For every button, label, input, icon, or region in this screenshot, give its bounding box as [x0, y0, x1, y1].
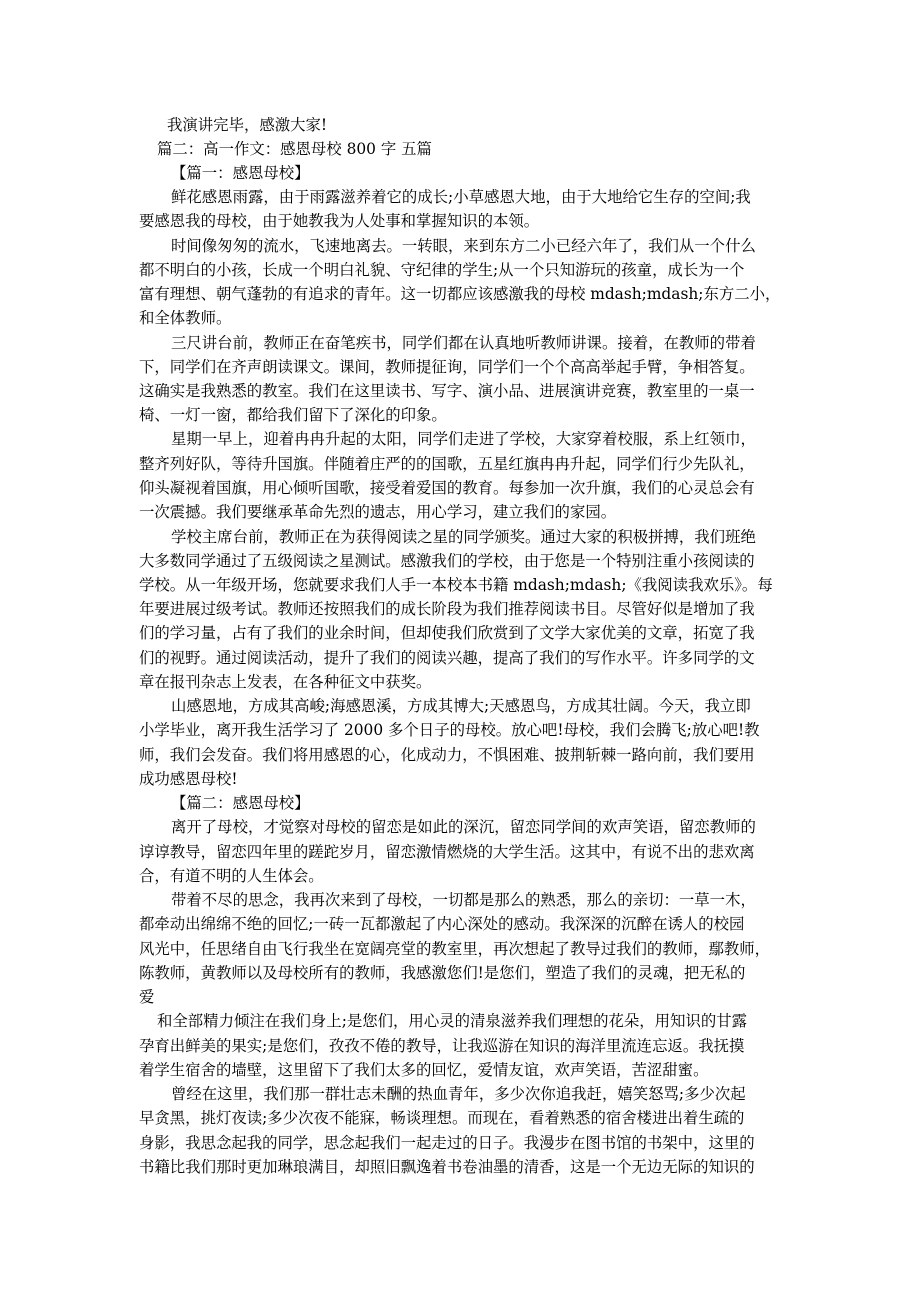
text-line: 都牵动出绵绵不绝的回忆;一砖一瓦都激起了内心深处的感动。我深深的沉醉在诱人的校园	[139, 915, 745, 933]
section-heading: 【篇一：感恩母校】	[171, 164, 310, 182]
text-line: 谆谆教导，留恋四年里的蹉跎岁月，留恋激情燃烧的大学生活。这其中，有说不出的悲欢离	[139, 843, 755, 861]
section-heading: 【篇二：感恩母校】	[171, 794, 310, 812]
text-line: 大多数同学通过了五级阅读之星测试。感激我们的学校，由于您是一个特别注重小孩阅读的	[139, 552, 755, 570]
text-line: 离开了母校，才觉察对母校的留恋是如此的深沉，留恋同学间的欢声笑语，留恋教师的	[171, 818, 756, 836]
text-line: 这确实是我熟悉的教室。我们在这里读书、写字、演小品、进展演讲竞赛，教室里的一桌一	[139, 382, 755, 400]
text-line: 下，同学们在齐声朗读课文。课间，教师提征询，同学们一个个高高举起手臂，争相答复。	[139, 358, 755, 376]
text-line: 章在报刊杂志上发表，在各种征文中获奖。	[139, 673, 432, 691]
closing-line: 我演讲完毕，感激大家!	[167, 116, 328, 134]
text-line: 陈教师，黄教师以及母校所有的教师，我感激您们!是您们，塑造了我们的灵魂，把无私的	[139, 964, 746, 982]
text-line: 学校。从一年级开场，您就要求我们人手一本校本书籍 mdash;mdash;《我阅读我欢乐》。每	[139, 576, 773, 594]
text-line: 仰头凝视着国旗，用心倾听国歌，接受着爱国的教育。每参加一次升旗，我们的心灵总会有	[139, 479, 755, 497]
article-title: 篇二：高一作文：感恩母校 800 字 五篇	[157, 140, 432, 158]
text-line: 和全部精力倾注在我们身上;是您们，用心灵的清泉滋养我们理想的花朵，用知识的甘露	[157, 1012, 748, 1030]
text-line: 富有理想、朝气蓬勃的有追求的青年。这一切都应该感激我的母校 mdash;mdash;东方二小，	[139, 285, 781, 303]
text-line: 风光中，任思绪自由飞行我坐在宽阔亮堂的教室里，再次想起了教导过我们的教师，鄢教师，	[139, 940, 771, 958]
text-line: 椅、一灯一窗，都给我们留下了深化的印象。	[139, 406, 447, 424]
text-line: 山感恩地，方成其高峻;海感恩溪，方成其博大;天感恩鸟，方成其壮阔。今天，我立即	[171, 697, 751, 715]
text-line: 整齐列好队，等待升国旗。伴随着庄严的的国歌，五星红旗冉冉升起，同学们行少先队礼，	[139, 455, 755, 473]
text-line: 师，我们会发奋。我们将用感恩的心，化成动力，不惧困难、披荆斩棘一路向前，我们要用	[139, 746, 755, 764]
text-line: 合，有道不明的人生体会。	[139, 867, 324, 885]
text-line: 早贪黑，挑灯夜读;多少次夜不能寐，畅谈理想。而现在，看着熟悉的宿舍楼进出着生疏的	[139, 1109, 745, 1127]
text-line: 着学生宿舍的墙壁，这里留下了我们太多的回忆，爱情友谊，欢声笑语，苦涩甜蜜。	[139, 1061, 709, 1079]
text-line: 年要进展过级考试。教师还按照我们的成长阶段为我们推荐阅读书目。尽管好似是增加了我	[139, 600, 755, 618]
text-line: 书籍比我们那时更加琳琅满目，却照旧飘逸着书卷油墨的清香，这是一个无边无际的知识的	[139, 1158, 755, 1176]
text-line: 曾经在这里，我们那一群壮志未酬的热血青年，多少次你追我赶，嬉笑怒骂;多少次起	[171, 1085, 746, 1103]
text-line: 爱	[139, 988, 155, 1006]
text-line: 成功感恩母校!	[139, 770, 238, 788]
text-line: 学校主席台前，教师正在为获得阅读之星的同学颁奖。通过大家的积极拼搏，我们班绝	[171, 528, 756, 546]
text-line: 们的视野。通过阅读活动，提升了我们的阅读兴趣，提高了我们的写作水平。许多同学的文	[139, 649, 755, 667]
text-line: 小学毕业，离开我生活学习了 2000 多个日子的母校。放心吧!母校，我们会腾飞;放心吧!教	[139, 721, 760, 739]
text-line: 身影，我思念起我的同学，思念起我们一起走过的日子。我漫步在图书馆的书架中，这里的	[139, 1134, 755, 1152]
text-line: 们的学习量，占有了我们的业余时间，但却使我们欣赏到了文学大家优美的文章，拓宽了我	[139, 624, 755, 642]
text-line: 鲜花感恩雨露，由于雨露滋养着它的成长;小草感恩大地，由于大地给它生存的空间;我	[171, 188, 751, 206]
text-line: 都不明白的小孩，长成一个明白礼貌、守纪律的学生;从一个只知游玩的孩童，成长为一个	[139, 261, 745, 279]
text-line: 孕育出鲜美的果实;是您们，孜孜不倦的教导，让我巡游在知识的海洋里流连忘返。我抚摸	[139, 1037, 745, 1055]
text-line: 一次震撼。我们要继承革命先烈的遗志，用心学习，建立我们的家园。	[139, 503, 617, 521]
text-line: 三尺讲台前，教师正在奋笔疾书，同学们都在认真地听教师讲课。接着，在教师的带着	[171, 334, 756, 352]
text-line: 要感恩我的母校，由于她教我为人处事和掌握知识的本领。	[139, 212, 540, 230]
text-line: 时间像匆匆的流水，飞速地离去。一转眼，来到东方二小已经六年了，我们从一个什么	[171, 237, 756, 255]
text-line: 星期一早上，迎着冉冉升起的太阳，同学们走进了学校，大家穿着校服，系上红领巾，	[171, 430, 756, 448]
text-line: 带着不尽的思念，我再次来到了母校，一切都是那么的熟悉，那么的亲切：一草一木，	[171, 891, 756, 909]
text-line: 和全体教师。	[139, 309, 232, 327]
